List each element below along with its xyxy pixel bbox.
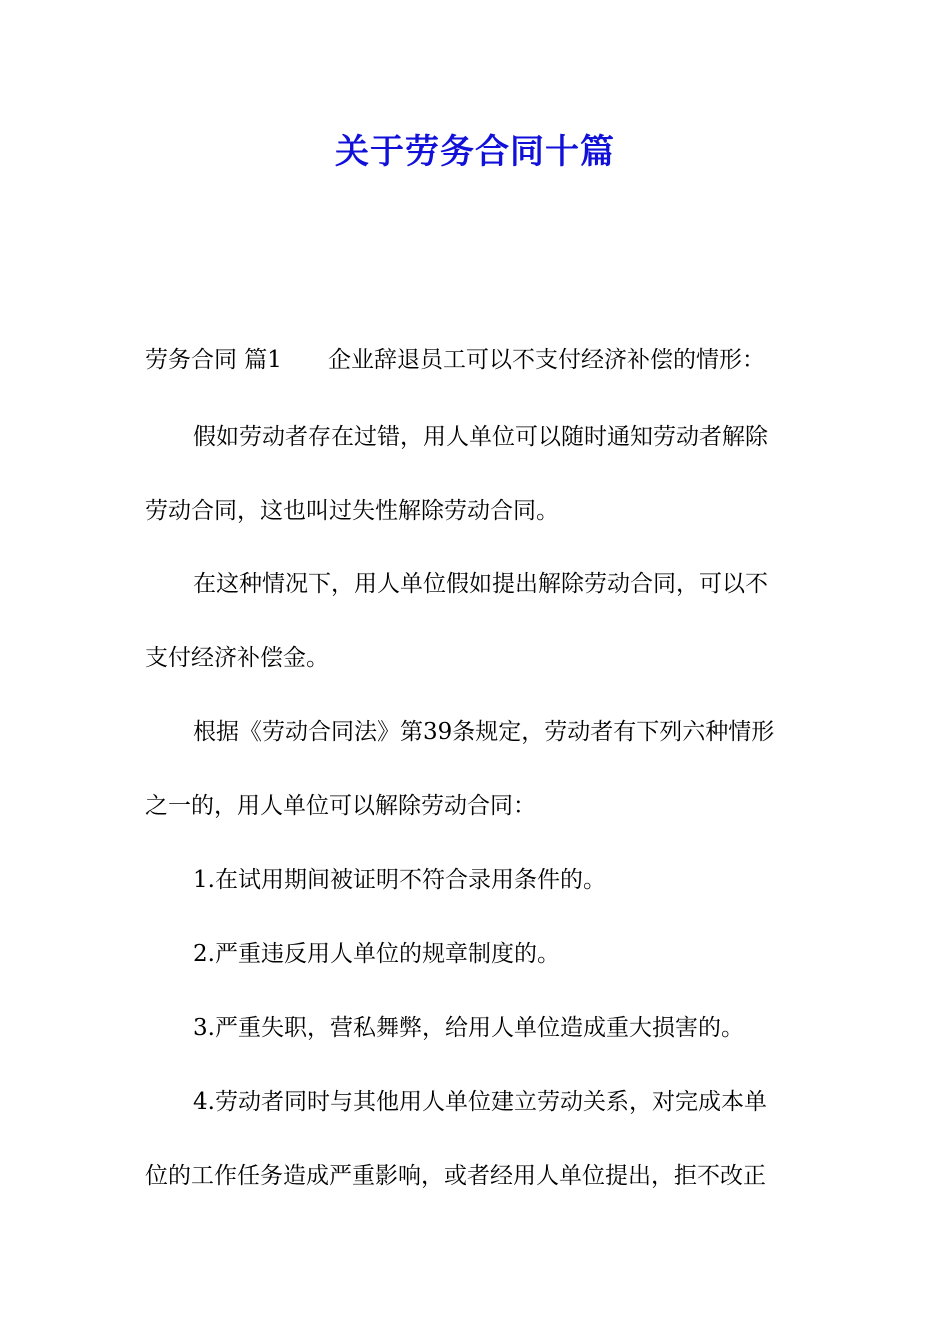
- paragraph-line: 支付经济补偿金。: [145, 645, 329, 671]
- paragraph-line: 劳动合同，这也叫过失性解除劳动合同。: [145, 498, 559, 524]
- list-item-continuation: 位的工作任务造成严重影响，或者经用人单位提出，拒不改正: [145, 1163, 766, 1189]
- paragraph-line: 之一的，用人单位可以解除劳动合同：: [145, 793, 536, 819]
- list-item: 2.严重违反用人单位的规章制度的。: [193, 941, 560, 967]
- paragraph-line: 假如劳动者存在过错，用人单位可以随时通知劳动者解除: [193, 424, 768, 450]
- paragraph-line: 在这种情况下，用人单位假如提出解除劳动合同，可以不: [193, 571, 768, 597]
- list-item: 4.劳动者同时与其他用人单位建立劳动关系，对完成本单: [193, 1089, 767, 1115]
- paragraph-line: 根据《劳动合同法》第39条规定，劳动者有下列六种情形: [193, 719, 775, 745]
- list-item: 1.在试用期间被证明不符合录用条件的。: [193, 867, 606, 893]
- section-heading-label: 劳务合同 篇1: [145, 347, 282, 373]
- list-item: 3.严重失职，营私舞弊，给用人单位造成重大损害的。: [193, 1015, 744, 1041]
- document-title: 关于劳务合同十篇: [335, 132, 615, 172]
- section-heading: [145, 344, 815, 376]
- section-heading-text: 企业辞退员工可以不支付经济补偿的情形：: [327, 347, 765, 373]
